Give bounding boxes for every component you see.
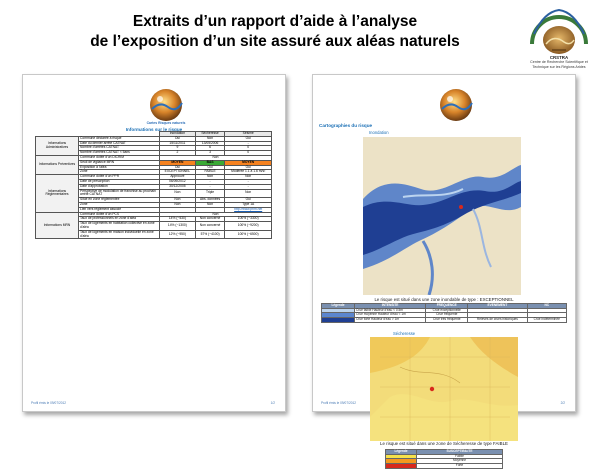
legend-cell: Crue fréquente	[426, 313, 468, 318]
row-value: MOYEN	[225, 160, 272, 165]
row-value: Non	[160, 212, 272, 217]
row-label: Commune dotée d'un DICRIM	[79, 155, 160, 160]
row-value: 12% (~950)	[160, 230, 196, 239]
risk-info-table	[35, 131, 272, 239]
row-label: Taux de logements en maison individuelle en zone d'aléa	[79, 230, 160, 239]
legend-header-cell: FREQUENCE	[426, 304, 468, 309]
row-value: Oui	[160, 136, 196, 141]
crstra-tagline: Centre de Recherche Scientifique et Technique sur les Régions Arides	[530, 60, 588, 69]
row-value: 14% (~530)	[160, 217, 196, 222]
drought-legend-table	[385, 449, 503, 469]
legend-header-cell: Légende	[386, 450, 417, 455]
row-label: Taux de logements en habitation collective en zone d'aléa	[79, 222, 160, 231]
legend-cell: Faible	[417, 454, 503, 459]
row-value: 100% (~9200)	[225, 222, 272, 231]
row-value: BAS	[195, 160, 225, 165]
row-label: Commune déclarée à risque	[79, 136, 160, 141]
page2-footer: Profil émis le 09/07/2012	[321, 401, 357, 405]
row-value: 06/09/2012	[160, 179, 196, 184]
row-value: Type 1A	[225, 202, 272, 207]
slide-title	[40, 12, 510, 52]
row-label: Zone	[79, 202, 160, 207]
row-value: Non	[225, 175, 272, 180]
row-label: Perspective de modulation de franchise au prochain arrêté CATNAT	[79, 189, 160, 198]
column-header: Sécheresse	[195, 132, 225, 137]
legend-cell: Crue moyenne Hauteur d'eau < 1m	[355, 313, 426, 318]
legend-cell: Relevés de crues historiques	[468, 318, 527, 323]
group-label: Informations MRN	[36, 212, 79, 239]
row-value: Non	[195, 136, 225, 141]
row-value: Modérée 1.1 à 1.6 m/s²	[225, 170, 272, 175]
row-value: -	[225, 141, 272, 146]
row-value: 100% (~3300)	[225, 217, 272, 222]
group-label: Informations Préventives	[36, 155, 79, 174]
legend-cell: Crue faible Hauteur d'eau < 0.5m	[355, 308, 426, 313]
flood-caption: Le risque est situé dans une zone inondable de type : EXCEPTIONNEL	[374, 297, 514, 302]
crstra-logo-text	[522, 56, 596, 69]
risques-naturels-logo-2	[434, 87, 478, 127]
row-value: Abs. données	[195, 198, 225, 203]
row-value: -	[195, 184, 225, 189]
row-label: Lien vers règlement associé	[79, 207, 160, 212]
legend-cell: Forte	[417, 464, 503, 469]
row-value: Oui	[225, 136, 272, 141]
row-label: Date de prescription	[79, 179, 160, 184]
row-value: Triple	[195, 189, 225, 198]
row-value: 57% (~4100)	[195, 230, 225, 239]
row-label: Zone	[79, 170, 160, 175]
regulation-link[interactable]: http://www.prim.net	[225, 207, 272, 212]
row-value: Non	[160, 189, 196, 198]
row-value: 6	[195, 146, 225, 151]
row-value: Non	[195, 202, 225, 207]
legend-swatch	[386, 464, 417, 469]
flood-map	[363, 137, 521, 295]
legend-cell: Crue très fréquente	[426, 318, 468, 323]
row-value: EXCEPTIONNEL	[160, 170, 196, 175]
legend-header-cell: SUSCEPTIBILITE	[417, 450, 503, 455]
risques-naturels-logo-text: Cartes Risques naturels	[146, 121, 186, 125]
column-header: Séisme	[225, 132, 272, 137]
page2-section-title: Cartographies du risque	[319, 123, 373, 128]
row-value: MOYEN	[160, 160, 196, 165]
legend-cell: Moyenne	[417, 459, 503, 464]
row-value: 13/05/2006	[195, 141, 225, 146]
row-value: 9	[160, 146, 196, 151]
slide-title-line2: de l’exposition d’un site assuré aux aléas naturels	[90, 33, 460, 50]
row-value: 0	[225, 146, 272, 151]
row-label: Seuil de vigilance MRN	[79, 160, 160, 165]
row-label: Date du dernier arrêté CATNAT	[79, 141, 160, 146]
report-page-2	[312, 74, 576, 468]
crstra-name: CRSTRA	[549, 55, 569, 60]
row-value: Oui	[225, 198, 272, 203]
row-value: 0	[225, 151, 272, 156]
page1-footer: Profil émis le 09/07/2012	[31, 401, 67, 405]
row-value: Non concerné	[195, 217, 225, 222]
legend-header-cell: NC	[527, 304, 566, 309]
row-value: Oui	[225, 165, 272, 170]
drought-caption: Le risque est situé dans une zone de Sécheresse de type FAIBLE	[380, 441, 508, 446]
drought-map	[370, 337, 518, 441]
row-label: Nombre d'arrêtés CATNAT < 5ans	[79, 151, 160, 156]
legend-cell: Crue exceptionnelle	[426, 308, 468, 313]
row-value: 3	[195, 151, 225, 156]
legend-cell: Crue indéterminée	[527, 318, 566, 323]
flood-legend-table	[321, 303, 567, 323]
row-value: -	[225, 179, 272, 184]
row-value: Non	[160, 198, 196, 203]
row-value: Approuvé	[160, 175, 196, 180]
row-value: 14% (~1300)	[160, 222, 196, 231]
row-value: Non	[225, 189, 272, 198]
row-value: 100% (~6500)	[225, 230, 272, 239]
row-value: 15/11/2011	[160, 141, 196, 146]
legend-header-cell: INTENSITE	[355, 304, 426, 309]
row-label: Situé en zone réglementée	[79, 198, 160, 203]
row-label: Nombre d'arrêtés CATNAT	[79, 146, 160, 151]
row-label: Commune dotée d'un PPR	[79, 175, 160, 180]
row-label: Exposition à l'aléa	[79, 165, 160, 170]
legend-row	[322, 318, 567, 323]
legend-header-cell: Légende	[322, 304, 355, 309]
row-value: FAIBLE	[195, 170, 225, 175]
map-drought-label: Sécheresse	[393, 331, 416, 336]
row-label: Commune dotée d'un PCS	[79, 212, 160, 217]
row-value: Non	[195, 175, 225, 180]
slide-title-line1: Extraits d’un rapport d’aide à l’analyse	[132, 13, 418, 30]
row-value: -	[195, 179, 225, 184]
row-value: Non	[160, 155, 272, 160]
page1-page-number: 1/2	[270, 401, 275, 405]
row-value: 30/12/2005	[160, 184, 196, 189]
page1-section-title: Informations sur le risque	[125, 127, 183, 132]
column-header: Inondation	[160, 132, 196, 137]
group-label: Informations Administratives	[36, 136, 79, 155]
row-value: Oui	[160, 165, 196, 170]
row-value: Oui	[195, 165, 225, 170]
legend-row	[386, 464, 503, 469]
report-page-1	[22, 74, 286, 412]
page2-page-number: 2/2	[560, 401, 565, 405]
row-value: 2	[160, 151, 196, 156]
row-label: Taux de professionnels en zone d'aléa	[79, 217, 160, 222]
row-value: -	[225, 184, 272, 189]
legend-swatch	[322, 318, 355, 323]
group-label: Informations Réglementaires	[36, 175, 79, 212]
row-value: Non	[160, 202, 196, 207]
legend-cell: Crue forte Hauteur d'eau > 1m	[355, 318, 426, 323]
row-value: Non concerné	[195, 222, 225, 231]
legend-header-cell: EVENEMENT	[468, 304, 527, 309]
map-flood-label: Inondation	[369, 130, 389, 135]
row-label: Date d'approbation	[79, 184, 160, 189]
